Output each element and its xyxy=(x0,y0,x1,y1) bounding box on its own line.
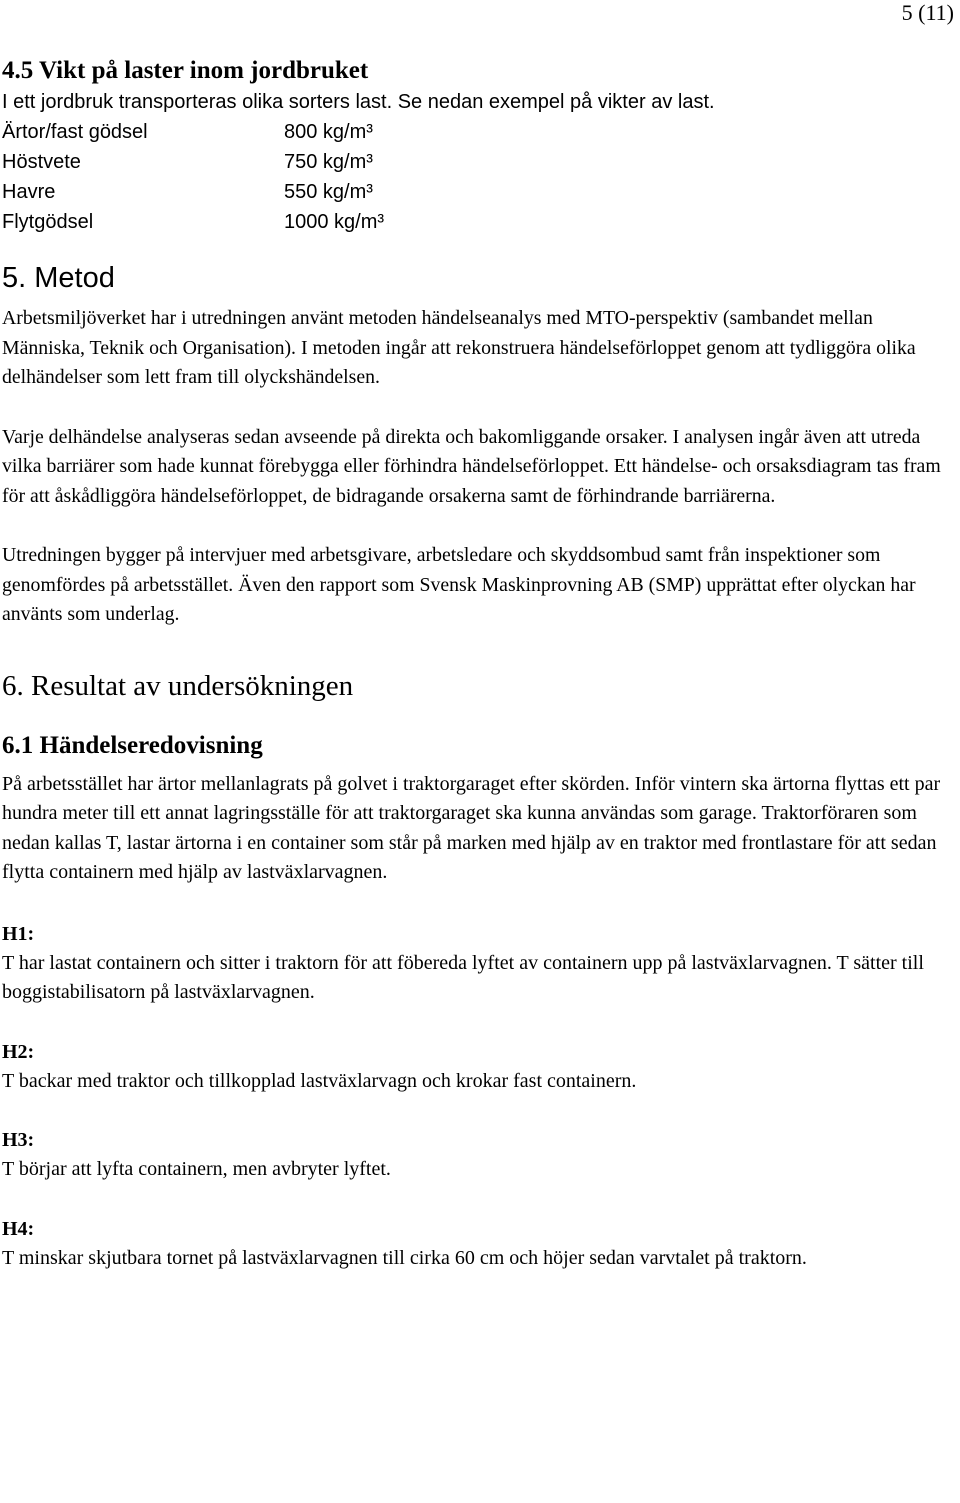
weight-value: 550 kg/m³ xyxy=(284,181,373,203)
section-6-1-heading: 6.1 Händelseredovisning xyxy=(2,731,263,759)
weight-item: Flytgödsel xyxy=(2,211,94,233)
weight-row xyxy=(2,147,384,177)
weight-row xyxy=(2,117,384,147)
page-number: 5 (11) xyxy=(901,0,954,25)
event-text: T börjar att lyfta containern, men avbryter lyftet. xyxy=(2,1158,391,1180)
section-4-5-intro: I ett jordbruk transporteras olika sorters last. Se nedan exempel på vikter av last. xyxy=(2,91,715,113)
weight-value: 750 kg/m³ xyxy=(284,151,373,173)
event-label: H1: xyxy=(2,922,35,945)
section-5-paragraph: Varje delhändelse analyseras sedan avseende på direkta och bakomliggande orsaker. I analysen ingår även att utreda vilka barriärer som hade kunnat förebygga eller förhindra händelseförloppet. Ett händelse- och orsaksdiagram tas fram för att åskådliggöra händelseförloppet, de bidragande orsakerna samt de förhindrande barriärerna. xyxy=(2,425,941,507)
section-6-heading: 6. Resultat av undersökningen xyxy=(2,669,354,702)
section-5-paragraph: Arbetsmiljöverket har i utredningen använt metoden händelseanalys med MTO-perspektiv (sambandet mellan Människa, Teknik och Organisation). I metoden ingår att rekonstruera händelseförloppet genom att tydliggöra olika delhändelser som lett fram till olyckshändelsen. xyxy=(2,307,916,388)
load-weights-table xyxy=(2,117,384,237)
weight-value: 1000 kg/m³ xyxy=(284,211,385,233)
weight-item: Ärtor/fast gödsel xyxy=(2,121,148,143)
event-text: T minskar skjutbara tornet på lastväxlarvagnen till cirka 60 cm och höjer sedan varvtalet på traktorn. xyxy=(2,1246,807,1269)
weight-item: Havre xyxy=(2,181,56,203)
section-5-paragraph: Utredningen bygger på intervjuer med arbetsgivare, arbetsledare och skyddsombud samt från inspektioner som genomfördes på arbetsstället. Även den rapport som Svensk Maskinprovning AB (SMP) upprättat efter olyckan har använts som underlag. xyxy=(2,544,916,625)
weight-value: 800 kg/m³ xyxy=(284,121,373,143)
weight-item: Höstvete xyxy=(2,151,81,173)
weight-row xyxy=(2,177,384,207)
document-body xyxy=(2,55,954,1273)
event-label: H4: xyxy=(2,1217,35,1240)
section-4-5-heading: 4.5 Vikt på laster inom jordbruket xyxy=(2,57,369,84)
event-label: H2: xyxy=(2,1040,35,1063)
event-label: H3: xyxy=(2,1129,35,1151)
section-6-1-intro: På arbetsstället har ärtor mellanlagrats på golvet i traktorgaraget efter skörden. Inför vintern ska ärtorna flyttas ett par hundra meter till ett annat lagringsställe för att traktorgaraget ska kunna användas som garage. Traktorföraren som nedan kallas T, lastar ärtorna i en container som står på marken med hjälp av en traktor med frontlastare för att sedan flytta containern med hjälp av lastväxlarvagnen. xyxy=(2,772,941,883)
event-text: T backar med traktor och tillkopplad lastväxlarvagn och krokar fast containern. xyxy=(2,1069,637,1092)
weight-row xyxy=(2,207,384,237)
event-text: T har lastat containern och sitter i traktorn för att föbereda lyftet av containern upp på lastväxlarvagnen. T sätter till boggistabilisatorn på lastväxlarvagnen. xyxy=(2,951,924,1003)
section-5-heading: 5. Metod xyxy=(2,262,115,294)
